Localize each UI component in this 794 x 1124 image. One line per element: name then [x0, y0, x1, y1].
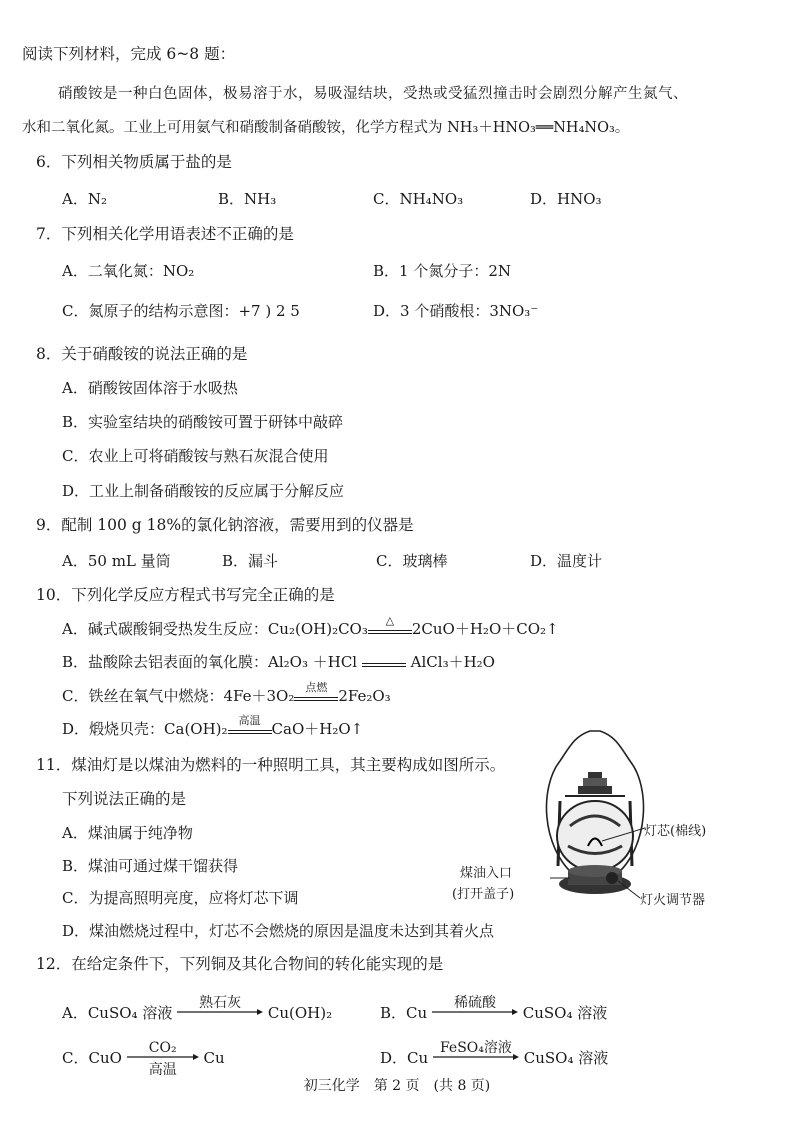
page-footer: 初三化学 第 2 页 (共 8 页)	[303, 1078, 491, 1094]
q11-option-a[interactable]: A．煤油属于纯净物	[62, 824, 193, 842]
q12-b-reactant: B．Cu	[380, 1004, 428, 1022]
q10-b-reactant: B．盐酸除去铝表面的氧化膜：Al₂O₃ ＋HCl	[62, 653, 358, 671]
q10-option-a[interactable]	[62, 614, 559, 639]
q12-d-arrow	[433, 1038, 519, 1078]
q7-stem: 7．下列相关化学用语表述不正确的是	[36, 225, 294, 243]
q11-option-b[interactable]: B．煤油可通过煤干馏获得	[62, 857, 239, 875]
q7-option-a[interactable]: A．二氧化氮：NO₂	[62, 262, 195, 280]
q10-d-reactant: D．煅烧贝壳：Ca(OH)₂	[62, 720, 228, 738]
lamp-label-inlet-note: (打开盖子)	[452, 887, 515, 902]
q10-a-equals	[368, 614, 412, 638]
q6-option-c[interactable]: C．NH₄NO₃	[373, 190, 464, 208]
q12-c-reagent: CO₂	[148, 1040, 177, 1056]
q8-option-c[interactable]: C．农业上可将硝酸铵与熟石灰混合使用	[62, 447, 329, 465]
q12-a-reactant: A．CuSO₄ 溶液	[62, 1004, 173, 1022]
intro-heading: 阅读下列材料，完成 6~8 题：	[22, 45, 236, 63]
q12-c-condition: 高温	[148, 1062, 177, 1078]
q12-b-product: CuSO₄ 溶液	[522, 1004, 608, 1022]
q12-option-d[interactable]	[380, 1038, 608, 1078]
q10-option-b[interactable]	[62, 652, 495, 672]
q10-b-product: AlCl₃＋H₂O	[410, 653, 495, 671]
q10-c-reactant: C．铁丝在氧气中燃烧：4Fe＋3O₂	[62, 687, 295, 705]
q7-option-b[interactable]: B．1 个氮分子：2N	[373, 262, 512, 280]
q8-option-d[interactable]: D．工业上制备硝酸铵的反应属于分解反应	[62, 482, 345, 500]
q12-c-arrow	[127, 1038, 199, 1078]
material-line-1: 硝酸铵是一种白色固体，极易溶于水，易吸湿结块，受热或受猛烈撞击时会剧烈分解产生氮气、	[58, 86, 688, 102]
q6-option-a[interactable]: A．N₂	[62, 190, 107, 208]
q12-stem: 12．在给定条件下，下列铜及其化合物间的转化能实现的是	[36, 955, 444, 973]
q10-d-product: CaO＋H₂O↑	[271, 720, 364, 738]
q10-a-product: 2CuO＋H₂O＋CO₂↑	[411, 620, 559, 638]
q10-c-condition: 点燃	[305, 681, 328, 694]
q9-option-b[interactable]: B．漏斗	[222, 552, 279, 570]
q9-option-c[interactable]: C．玻璃棒	[376, 552, 448, 570]
q6-stem: 6．下列相关物质属于盐的是	[36, 153, 232, 171]
q9-option-a[interactable]: A．50 mL 量筒	[62, 552, 171, 570]
q10-c-product: 2Fe₂O₃	[338, 687, 391, 705]
q12-b-reagent: 稀硫酸	[453, 995, 496, 1011]
q12-option-a[interactable]	[62, 993, 332, 1033]
q12-a-product: Cu(OH)₂	[267, 1004, 333, 1022]
q6-option-b[interactable]: B．NH₃	[218, 190, 277, 208]
material-line-2: 水和二氧化氮。工业上可用氨气和硝酸制备硝酸铵，化学方程式为 NH₃＋HNO₃══NH₄NO₃。	[22, 120, 630, 136]
q10-b-equals	[362, 655, 406, 671]
q12-option-b[interactable]	[380, 993, 607, 1033]
q10-a-reactant: A．碱式碳酸铜受热发生反应：Cu₂(OH)₂CO₃	[62, 620, 368, 638]
q6-option-d[interactable]: D．HNO₃	[530, 190, 602, 208]
q12-a-arrow	[177, 993, 263, 1033]
q8-option-b[interactable]: B．实验室结块的硝酸铵可置于研钵中敲碎	[62, 413, 344, 431]
q12-b-arrow	[432, 993, 518, 1033]
q12-a-reagent: 熟石灰	[199, 995, 242, 1011]
q12-d-reactant: D．Cu	[380, 1049, 429, 1067]
lamp-label-adjuster: 灯火调节器	[640, 893, 706, 908]
q12-c-reactant: C．CuO	[62, 1049, 122, 1067]
q10-a-condition: △	[385, 614, 395, 627]
q12-c-product: Cu	[203, 1049, 225, 1067]
q8-option-a[interactable]: A．硝酸铵固体溶于水吸热	[62, 379, 238, 397]
q11-stem-line-1: 11．煤油灯是以煤油为燃料的一种照明工具，其主要构成如图所示。	[36, 756, 506, 774]
lamp-label-inlet: 煤油入口	[460, 866, 513, 881]
q10-option-c[interactable]	[62, 681, 391, 706]
q11-option-c[interactable]: C．为提高照明亮度，应将灯芯下调	[62, 889, 299, 907]
q10-option-d[interactable]	[62, 714, 364, 739]
q12-d-reagent: FeSO₄溶液	[439, 1040, 512, 1056]
q10-d-condition: 高温	[238, 714, 261, 727]
q7-option-d[interactable]: D．3 个硝酸根：3NO₃⁻	[373, 302, 539, 320]
q12-option-c[interactable]	[62, 1038, 225, 1080]
q10-d-equals	[228, 714, 272, 738]
q9-stem: 9．配制 100 g 18%的氯化钠溶液，需要用到的仪器是	[36, 516, 414, 534]
lamp-label-wick: 灯芯(棉线)	[644, 824, 707, 839]
q11-stem-line-2: 下列说法正确的是	[62, 790, 187, 808]
q7-option-c[interactable]: C．氮原子的结构示意图：+7 ) 2 5	[62, 302, 300, 320]
q10-stem: 10．下列化学反应方程式书写完全正确的是	[36, 586, 335, 604]
q12-d-product: CuSO₄ 溶液	[523, 1049, 609, 1067]
q11-option-d[interactable]: D．煤油燃烧过程中，灯芯不会燃烧的原因是温度未达到其着火点	[62, 922, 495, 940]
q8-stem: 8．关于硝酸铵的说法正确的是	[36, 345, 248, 363]
q10-c-equals	[294, 681, 338, 705]
q9-option-d[interactable]: D．温度计	[530, 552, 603, 570]
